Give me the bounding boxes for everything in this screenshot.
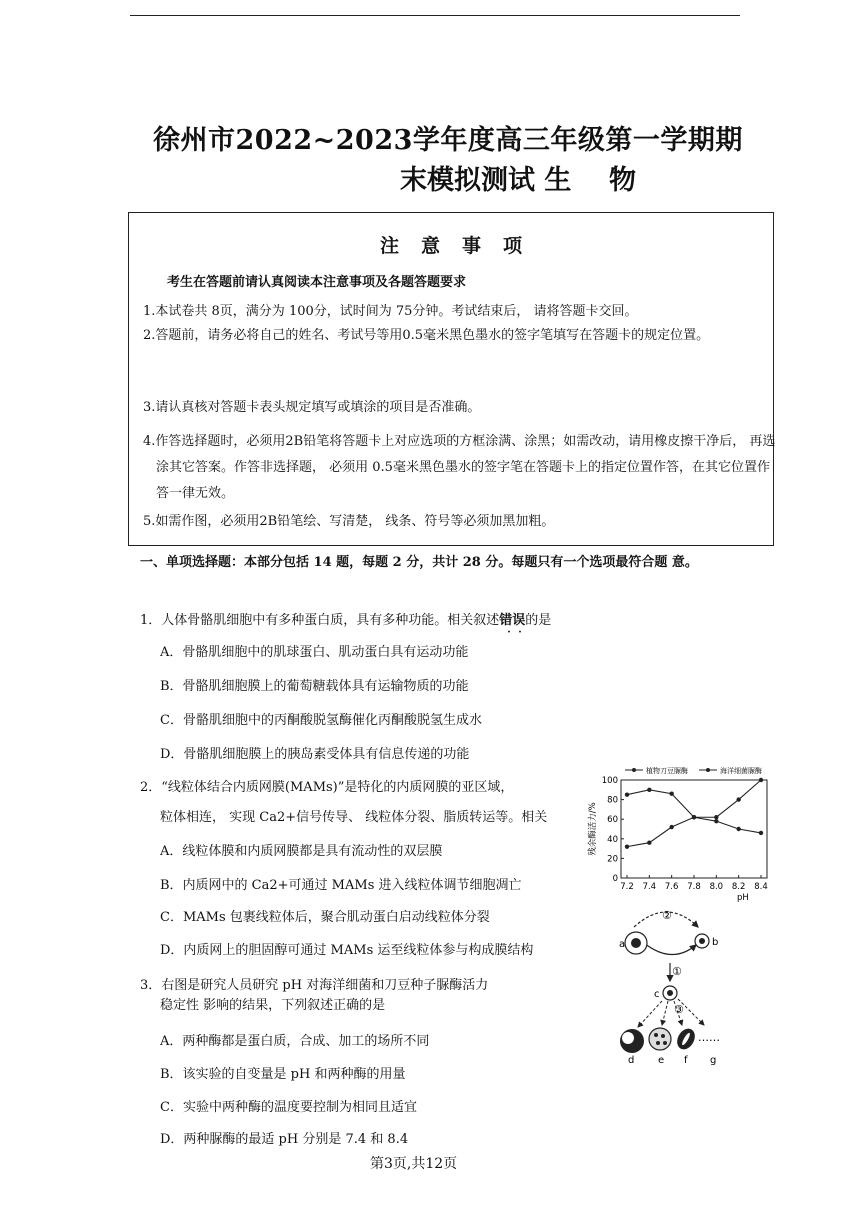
series-1-point xyxy=(647,841,651,845)
label-f: f xyxy=(684,1055,688,1065)
question-2-option-c: C．MAMs 包裹线粒体后，聚合肌动蛋白启动线粒体分裂 xyxy=(160,910,490,925)
x-tick-label: 8.0 xyxy=(709,882,724,892)
notice-item-1: 1.本试卷共 8页，满分为 100分，试时间为 75分钟。考试结束后， 请将答题卡交回。 xyxy=(143,304,638,319)
series-2-point xyxy=(759,831,763,835)
notice-item-2: 2.答题前，请务必将自己的姓名、考试号等用0.5毫米黑色墨水的签字笔填写在答题卡的规定位置。 xyxy=(143,328,710,343)
step-1-label: ① xyxy=(672,965,682,978)
legend-marker-2 xyxy=(706,768,710,772)
question-2-stem-line1: 2．“线粒体结合内质网膜(MAMs)”是特化的内质网膜的亚区域， xyxy=(140,780,514,795)
y-tick-label: 100 xyxy=(601,776,618,786)
series-1-point xyxy=(759,778,763,782)
series-1-point xyxy=(736,797,740,801)
series-2-point xyxy=(714,819,718,823)
question-1-stem-text: 1．人体骨骼肌细胞中有多种蛋白质，具有多种功能。相关叙述 xyxy=(140,613,500,628)
diff-arrow-d xyxy=(638,1001,662,1027)
label-c: c xyxy=(654,989,660,1000)
step-3-label: ③ xyxy=(674,1003,684,1016)
top-rule xyxy=(130,15,740,16)
cell-c-nucleus xyxy=(667,990,673,996)
label-g: g xyxy=(710,1055,717,1065)
legend-label-1: 植物刀豆脲酶 xyxy=(646,767,688,775)
label-e: e xyxy=(658,1055,665,1065)
exam-title-line2: 末模拟测试 生 物 xyxy=(400,165,636,196)
question-1-stem-end: 的是 xyxy=(525,613,552,628)
notice-item-5: 5.如需作图，必须用2B铅笔绘、写清楚， 线条、符号等必须加黑加粗。 xyxy=(143,514,555,529)
series-2-point xyxy=(625,793,629,797)
y-tick-label: 80 xyxy=(607,795,618,806)
x-tick-label: 7.2 xyxy=(620,882,634,892)
section-heading: 一、单项选择题：本部分包括 14 题，每题 2 分，共计 28 分。每题只有一个选项最符合题 意。 xyxy=(140,555,698,570)
question-2-option-a: A．线粒体膜和内质网膜都是具有流动性的双层膜 xyxy=(160,844,443,859)
x-tick-label: 8.4 xyxy=(754,882,768,892)
question-3-option-d: D．两种脲酶的最适 pH 分别是 7.4 和 8.4 xyxy=(160,1132,409,1147)
question-3-option-c: C．实验中两种酶的温度要控制为相同且适宜 xyxy=(160,1100,417,1115)
y-tick-label: 40 xyxy=(607,834,618,845)
ph-enzyme-chart xyxy=(585,760,775,905)
question-1-option-b: B．骨骼肌细胞膜上的葡萄糖载体具有运输物质的功能 xyxy=(160,679,469,694)
x-tick-label: 8.2 xyxy=(731,882,746,892)
x-axis-label: pH xyxy=(737,893,749,903)
diff-arrow-e xyxy=(662,1001,668,1025)
label-a: a xyxy=(619,939,626,950)
question-3-stem-line1: 3．右图是研究人员研究 pH 对海洋细菌和刀豆种子脲酶活力 xyxy=(140,978,489,993)
y-tick-label: 0 xyxy=(612,874,618,884)
cell-e-granule xyxy=(663,1041,667,1045)
legend-marker-1 xyxy=(632,768,636,772)
series-1-point xyxy=(714,815,718,819)
question-3-stem-line2: 稳定性 影响的结果，下列叙述正确的是 xyxy=(160,998,386,1013)
question-1-option-a: A．骨骼肌细胞中的肌球蛋白、肌动蛋白具有运动功能 xyxy=(160,645,469,660)
series-1-point xyxy=(669,825,673,829)
label-d: d xyxy=(628,1055,635,1065)
question-2-option-d: D．内质网上的胆固醇可通过 MAMs 运至线粒体参与构成膜结构 xyxy=(160,943,534,958)
question-2-stem-line2: 粒体相连， 实现 Ca2+信号传导、 线粒体分裂、脂质转运等。相关 xyxy=(160,810,548,825)
question-1-emphasis: 错误 · · xyxy=(499,613,525,628)
ellipsis: …… xyxy=(698,1031,720,1044)
plot-frame xyxy=(621,780,767,878)
series-2-point xyxy=(647,788,651,792)
cell-e xyxy=(649,1028,671,1050)
series-1-point xyxy=(625,844,629,848)
cell-e-granule xyxy=(661,1034,665,1038)
legend-label-2: 海洋细菌脲酶 xyxy=(720,767,762,775)
notice-subtitle: 考生在答题前请认真阅读本注意事项及各题答题要求 xyxy=(167,275,467,290)
y-tick-label: 60 xyxy=(607,815,618,826)
cell-e-granule xyxy=(656,1041,660,1045)
cell-differentiation-diagram xyxy=(612,905,752,1065)
series-2-point xyxy=(669,792,673,796)
label-b: b xyxy=(712,937,719,948)
page-footer: 第3页,共12页 xyxy=(370,1156,458,1172)
question-1-option-c: C．骨骼肌细胞中的丙酮酸脱氢酶催化丙酮酸脱氢生成水 xyxy=(160,713,482,728)
question-3-option-a: A．两种酶都是蛋白质，合成、加工的场所不同 xyxy=(160,1034,430,1049)
notice-box xyxy=(128,212,774,546)
series-2-point xyxy=(692,815,696,819)
cell-b-nucleus xyxy=(699,938,705,944)
return-arrow xyxy=(644,943,696,955)
x-tick-label: 7.8 xyxy=(687,882,701,892)
question-1-option-d: D．骨骼肌细胞膜上的胰岛素受体具有信息传递的功能 xyxy=(160,747,470,762)
notice-title: 注意事项 xyxy=(379,235,544,257)
notice-item-3: 3.请认真核对答题卡表头规定填写或填涂的项目是否准确。 xyxy=(143,400,481,415)
series-line-2 xyxy=(627,790,761,833)
question-3-option-b: B．该实验的自变量是 pH 和两种酶的用量 xyxy=(160,1067,406,1082)
step-2-label: ② xyxy=(662,909,672,922)
series-2-point xyxy=(736,827,740,831)
y-tick-label: 20 xyxy=(607,854,618,865)
question-2-option-b: B．内质网中的 Ca2+可通过 MAMs 进入线粒体调节细胞凋亡 xyxy=(160,878,522,893)
cell-a-nucleus xyxy=(631,938,641,948)
y-axis-label: 残余酶活力/% xyxy=(588,802,598,856)
notice-item-4: 4.作答选择题时，必须用2B铅笔将答题卡上对应选项的方框涂满、涂黑；如需改动，请用橡皮擦干净后， 再选涂其它答案。作答非选择题， 必须用 0.5毫米黑色墨水的签字笔在答题卡上的指定位置作答，在其它位置作答一律无效。 xyxy=(143,434,776,501)
x-tick-label: 7.4 xyxy=(642,882,657,892)
cell-e-granule xyxy=(654,1033,658,1037)
x-tick-label: 7.6 xyxy=(664,882,679,892)
question-1-stem xyxy=(140,609,551,628)
exam-title-line1: 徐州市2022~2023学年度高三年级第一学期期 xyxy=(153,125,743,156)
cell-d-vacuole xyxy=(622,1032,634,1044)
